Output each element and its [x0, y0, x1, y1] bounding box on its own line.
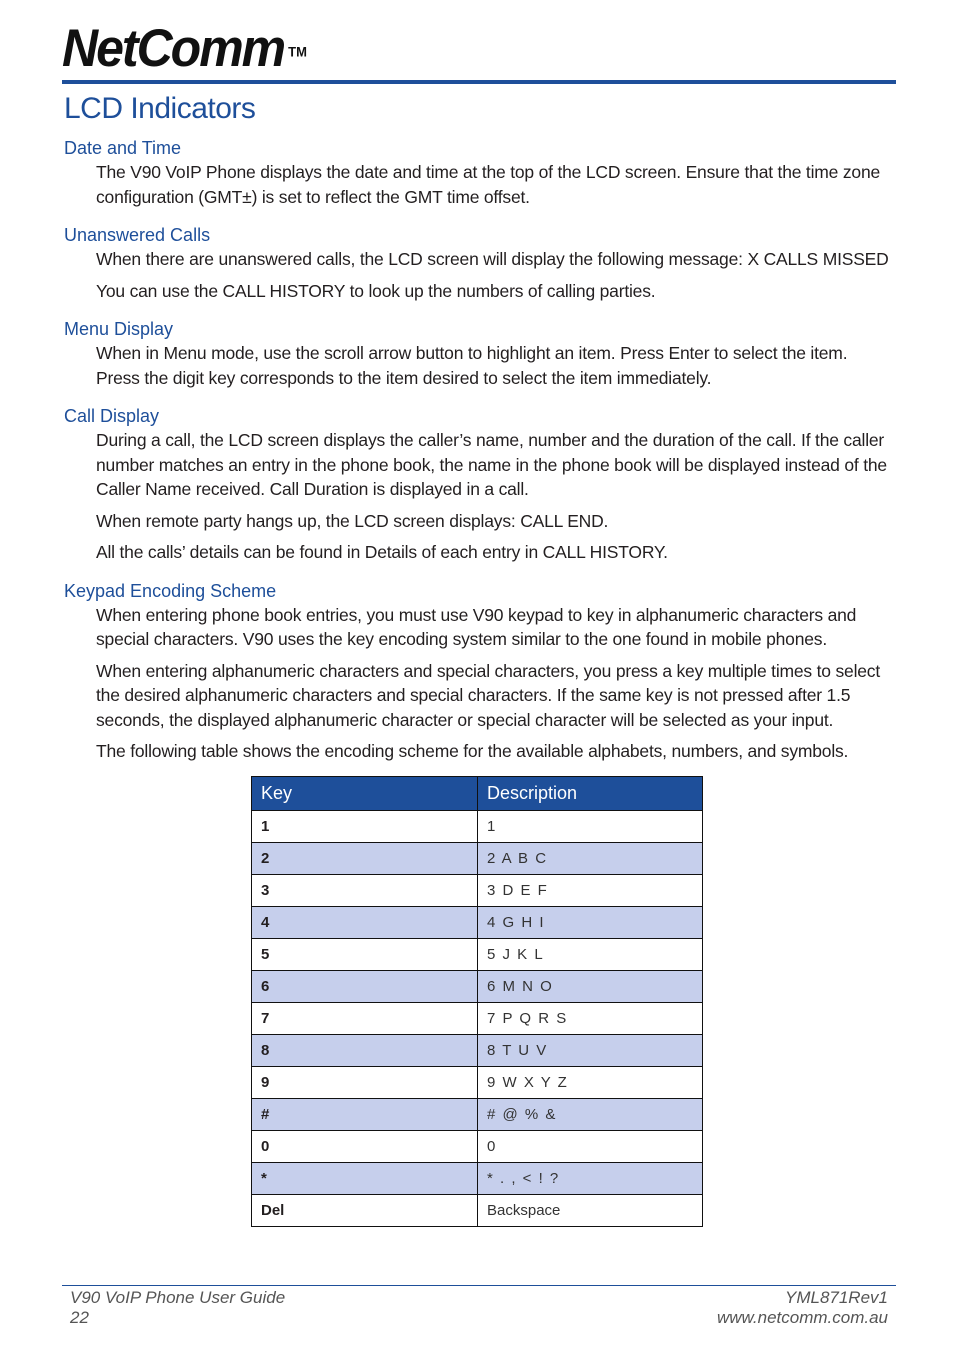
paragraph: When in Menu mode, use the scroll arrow button to highlight an item. Press Enter to select the item. Press the digit key corresponds to the item desired to select the item immediately. — [96, 343, 848, 388]
section-heading: Call Display — [64, 406, 160, 426]
table-row — [252, 1067, 703, 1099]
paragraph: You can use the CALL HISTORY to look up the numbers of calling parties. — [96, 280, 656, 301]
table-row — [252, 843, 703, 875]
paragraph: The following table shows the encoding scheme for the available alphabets, numbers, and symbols. — [96, 741, 849, 761]
key-cell: 3 — [252, 875, 478, 907]
table-row — [252, 939, 703, 971]
description-cell: 8 T U V — [478, 1035, 703, 1067]
key-cell: * — [252, 1163, 478, 1195]
column-header-key: Key — [252, 777, 478, 811]
description-cell: # @ % & — [478, 1099, 703, 1131]
description-cell: 3 D E F — [478, 875, 703, 907]
section-unanswered-calls — [64, 223, 894, 303]
table-row — [252, 907, 703, 939]
table-row — [252, 811, 703, 843]
description-cell: 5 J K L — [478, 939, 703, 971]
section-date-time — [64, 136, 894, 209]
description-cell: 7 P Q R S — [478, 1003, 703, 1035]
table-row — [252, 1195, 703, 1227]
footer-doc-code: YML871Rev1 — [784, 1288, 888, 1307]
key-cell: 4 — [252, 907, 478, 939]
paragraph: All the calls’ details can be found in Details of each entry in CALL HISTORY. — [96, 542, 668, 562]
column-header-description: Description — [478, 777, 703, 811]
section-heading: Menu Display — [64, 319, 174, 339]
footer-guide-title: V90 VoIP Phone User Guide — [70, 1288, 286, 1307]
encoding-table — [251, 776, 703, 1227]
key-cell: 2 — [252, 843, 478, 875]
description-cell: 2 A B C — [478, 843, 703, 875]
paragraph: When entering alphanumeric characters and special characters, you press a key multiple times to select the desired alphanumeric characters and special characters. If the same key is not pressed after 1.5 seconds, the displayed alphanumeric character or special character will be selected as your input. — [96, 660, 881, 730]
table-row — [252, 875, 703, 907]
logo-trademark: TM — [288, 43, 307, 60]
key-cell: 6 — [252, 971, 478, 1003]
footer-website: www.netcomm.com.au — [717, 1308, 888, 1327]
table-row — [252, 1163, 703, 1195]
table-row — [252, 971, 703, 1003]
key-cell: 9 — [252, 1067, 478, 1099]
logo-text: NetComm — [62, 18, 285, 78]
page-title: LCD Indicators — [64, 92, 256, 125]
section-heading: Unanswered Calls — [64, 225, 211, 245]
description-cell: 9 W X Y Z — [478, 1067, 703, 1099]
table-row — [252, 1035, 703, 1067]
table-row — [252, 1003, 703, 1035]
footer-page-number: 22 — [70, 1308, 89, 1327]
footer-rule — [62, 1285, 896, 1286]
description-cell: * . , < ! ? — [478, 1163, 703, 1195]
description-cell: 1 — [478, 811, 703, 843]
table-row — [252, 1131, 703, 1163]
paragraph: The V90 VoIP Phone displays the date and time at the top of the LCD screen. Ensure that the time zone configuration (GMT±) is set to reflect the GMT time offset. — [96, 162, 881, 207]
section-menu-display — [64, 317, 894, 390]
paragraph: During a call, the LCD screen displays the caller’s name, number and the duration of the call. If the caller number matches an entry in the phone book, the name in the phone book will be displayed instead of the Caller Name received. Call Duration is displayed in a call. — [96, 430, 887, 499]
netcomm-logo — [62, 19, 307, 78]
table-row — [252, 1099, 703, 1131]
paragraph: When entering phone book entries, you must use V90 keypad to key in alphanumeric characters and special characters. V90 uses the key encoding system similar to the one found in mobile phones. — [96, 604, 857, 649]
paragraph: When remote party hangs up, the LCD screen displays: CALL END. — [96, 510, 609, 531]
paragraph: When there are unanswered calls, the LCD screen will display the following message: X CALLS MISSED — [96, 249, 889, 269]
table-header-row — [252, 777, 703, 811]
key-cell: Del — [252, 1195, 478, 1227]
section-heading: Keypad Encoding Scheme — [64, 580, 277, 601]
key-cell: 5 — [252, 939, 478, 971]
section-heading: Date and Time — [64, 138, 182, 158]
description-cell: Backspace — [478, 1195, 703, 1227]
key-cell: # — [252, 1099, 478, 1131]
key-cell: 1 — [252, 811, 478, 843]
section-keypad-encoding — [64, 579, 894, 764]
description-cell: 6 M N O — [478, 971, 703, 1003]
header-rule — [62, 80, 896, 84]
key-cell: 7 — [252, 1003, 478, 1035]
key-cell: 0 — [252, 1131, 478, 1163]
key-cell: 8 — [252, 1035, 478, 1067]
section-call-display — [64, 404, 894, 565]
description-cell: 0 — [478, 1131, 703, 1163]
document-body — [64, 136, 894, 778]
description-cell: 4 G H I — [478, 907, 703, 939]
